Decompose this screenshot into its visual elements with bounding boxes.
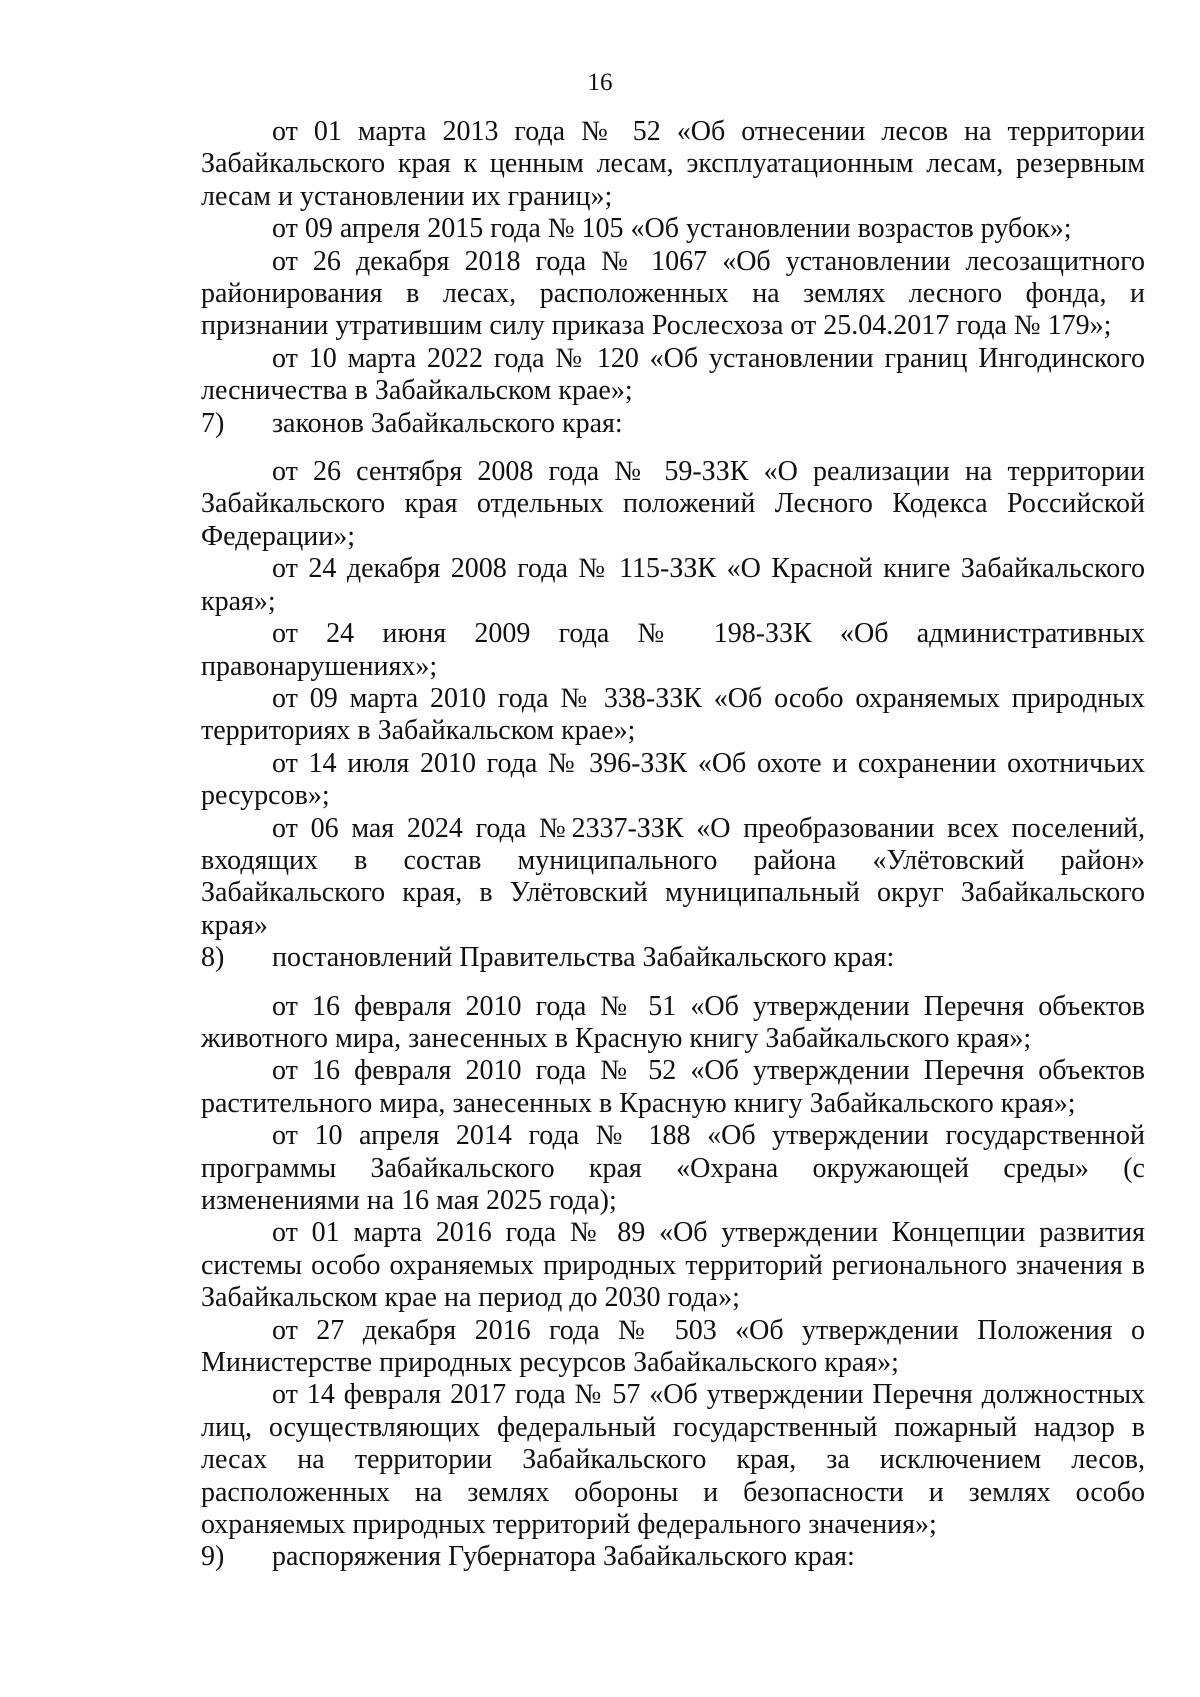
document-paragraph: от 09 марта 2010 года № 338-ЗЗК «Об особо охраняемых природных территориях в Забайкальском крае»; (201, 682, 1145, 747)
document-paragraph: от 14 февраля 2017 года № 57 «Об утверждении Перечня должностных лиц, осуществляющих федеральный государственный пожарный надзор в лесах на территории Забайкальского края, за исключением лесов, расположенных на землях обороны и безопасности и землях особо охраняемых природных территорий федерального значения»; (201, 1379, 1145, 1541)
block-spacer (201, 975, 1145, 991)
document-paragraph: от 09 апреля 2015 года № 105 «Об установлении возрастов рубок»; (272, 213, 1072, 245)
document-paragraph: от 01 марта 2013 года № 52 «Об отнесении лесов на территории Забайкальского края к ценным лесам, эксплуатационным лесам, резервным лесам и установлении их границ»; (201, 116, 1145, 212)
document-paragraph: от 14 июля 2010 года № 396-ЗЗК «Об охоте и сохранении охотничьих ресурсов»; (201, 747, 1145, 812)
document-paragraph: от 24 декабря 2008 года № 115-ЗЗК «О Красной книге Забайкальского края»; (201, 553, 1145, 617)
document-paragraph: от 24 июня 2009 года № 198-ЗЗК «Об административных правонарушениях»; (201, 618, 1145, 682)
list-section-number: 7) (201, 407, 225, 439)
document-paragraph: от 16 февраля 2010 года № 51 «Об утверждении Перечня объектов животного мира, занесенных в Красную книгу Забайкальского края»; (201, 990, 1145, 1054)
document-paragraph: от 16 февраля 2010 года № 52 «Об утверждении Перечня объектов растительного мира, занесенных в Красную книгу Забайкальского края»; (201, 1055, 1145, 1119)
list-section-number: 8) (201, 942, 225, 974)
list-section-heading (201, 1541, 1145, 1573)
document-paragraph: от 06 мая 2024 года №2337-ЗЗК «О преобразовании всех поселений, входящих в состав муниципального района «Улётовский район» Забайкальского края, в Улётовский муниципальный округ Забайкальского края» (201, 812, 1145, 941)
list-section-title: постановлений Правительства Забайкальского края: (272, 942, 895, 974)
list-section-heading (201, 408, 1145, 440)
document-paragraph: от 26 декабря 2018 года № 1067 «Об установлении лесозащитного районирования в лесах, расположенных на землях лесного фонда, и признании утратившим силу приказа Рослесхоза от 25.04.2017 года № 179»; (201, 245, 1145, 342)
list-section-title: законов Забайкальского края: (272, 407, 623, 439)
list-section-title: распоряжения Губернатора Забайкальского края: (272, 1541, 855, 1573)
document-paragraph: от 01 марта 2016 года № 89 «Об утверждении Концепции развития системы особо охраняемых природных территорий регионального значения в Забайкальском крае на период до 2030 года»; (201, 1217, 1145, 1314)
document-paragraph: от 26 сентября 2008 года № 59-ЗЗК «О реализации на территории Забайкальского края отдельных положений Лесного Кодекса Российской Федерации»; (201, 456, 1145, 552)
page-number: 16 (587, 69, 613, 96)
block-spacer (201, 440, 1145, 456)
list-section-number: 9) (201, 1541, 225, 1573)
document-paragraph: от 27 декабря 2016 года № 503 «Об утверждении Положения о Министерстве природных ресурсов Забайкальского края»; (201, 1314, 1145, 1379)
document-paragraph: от 10 марта 2022 года № 120 «Об установлении границ Ингодинского лесничества в Забайкальском крае»; (201, 342, 1145, 407)
document-paragraph: от 10 апреля 2014 года № 188 «Об утверждении государственной программы Забайкальского края «Охрана окружающей среды» (с изменениями на 16 мая 2025 года); (201, 1120, 1145, 1216)
list-section-heading (201, 942, 1145, 974)
document-body (201, 116, 1145, 1574)
